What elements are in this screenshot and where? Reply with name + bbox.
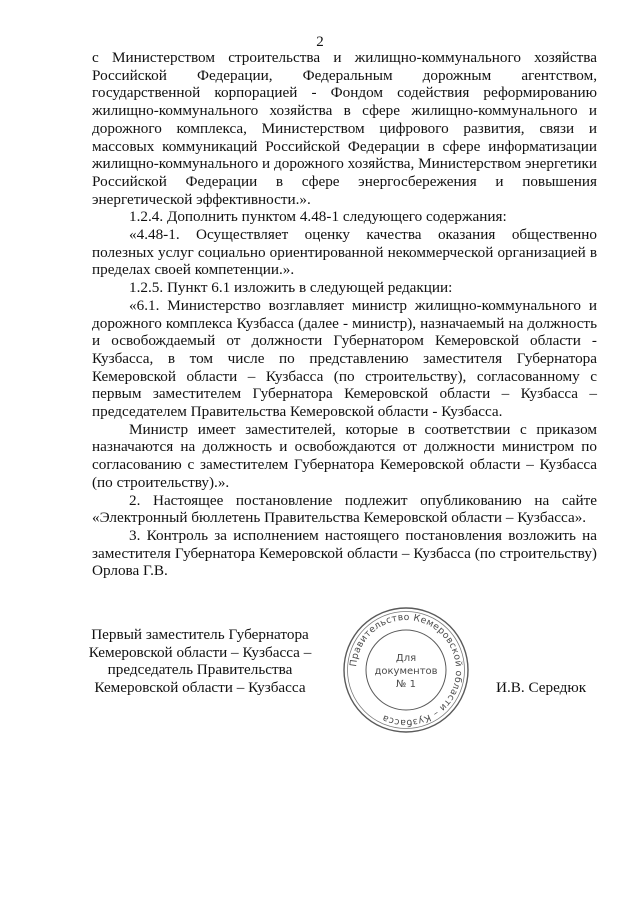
seal-center-line: документов [374,666,438,677]
page-number: 2 [316,34,324,50]
signature-position [80,626,320,697]
paragraph-item-1-2-4: 1.2.4. Дополнить пунктом 4.48-1 следующего содержания: [129,208,507,226]
document-body [92,49,597,580]
official-seal [340,604,472,736]
paragraph-minister-deputies: Министр имеет заместителей, которые в соответствии с приказом назначаются на должность и освобождаются от должности министром по согласованию с заместителем Губернатора Кемеровской области – Кузбасса (по строительству).». [92,420,597,491]
signature-position-line: Кемеровской области – Кузбасса [94,679,306,697]
signature-position-line: Первый заместитель Губернатора [91,626,309,643]
paragraph-continuation: с Министерством строительства и жилищно-коммунального хозяйства Российской Федерации, Федеральным дорожным агентством, государственной корпорацией - Фондом содействия реформированию жилищно-коммунального хозяйства в сфере жилищно-коммунального и дорожного комплекса, Министерством цифрового развития, связи и массовых коммуникаций Российской Федерации в сфере информатизации жилищно-коммунального и дорожного хозяйства, Министерством энергетики Российской Федерации в сфере энергосбережения и повышения энергетической эффективности.». [92,49,597,208]
seal-center-line: № 1 [396,679,416,690]
paragraph-quote-4-48-1: «4.48-1. Осуществляет оценку качества оказания общественно полезных услуг социально ориентированной некоммерческой организацией в пределах своей компетенции.». [92,226,597,279]
paragraph-item-1-2-5: 1.2.5. Пункт 6.1 изложить в следующей редакции: [129,279,453,297]
signature-position-line: председатель Правительства [107,661,293,679]
paragraph-quote-6-1: «6.1. Министерство возглавляет министр жилищно-коммунального и дорожного комплекса Кузбасса (далее - министр), назначаемый на должность и освобождаемый от должности Губернатором Кемеровской области - Кузбасса, в том числе по представлению заместителя Губернатора Кемеровской области – Кузбасса (по строительству), согласованному с первым заместителем Губернатора Кемеровской области – Кузбасса – председателем Правительства Кемеровской области - Кузбасса. [92,296,597,421]
seal-graphic [340,604,472,736]
seal-ring-text: Правительство Кемеровской области – Кузбасса [348,611,465,729]
paragraph-control: 3. Контроль за исполнением настоящего постановления возложить на заместителя Губернатора Кемеровской области – Кузбасса (по строительству) Орлова Г.В. [92,526,597,580]
paragraph-publication: 2. Настоящее постановление подлежит опубликованию на сайте «Электронный бюллетень Правительства Кемеровской области – Кузбасса». [92,491,597,527]
seal-center-line: Для [395,653,417,664]
signature-position-line: Кемеровской области – Кузбасса – [88,643,312,661]
signer-name: И.В. Середюк [496,679,587,696]
